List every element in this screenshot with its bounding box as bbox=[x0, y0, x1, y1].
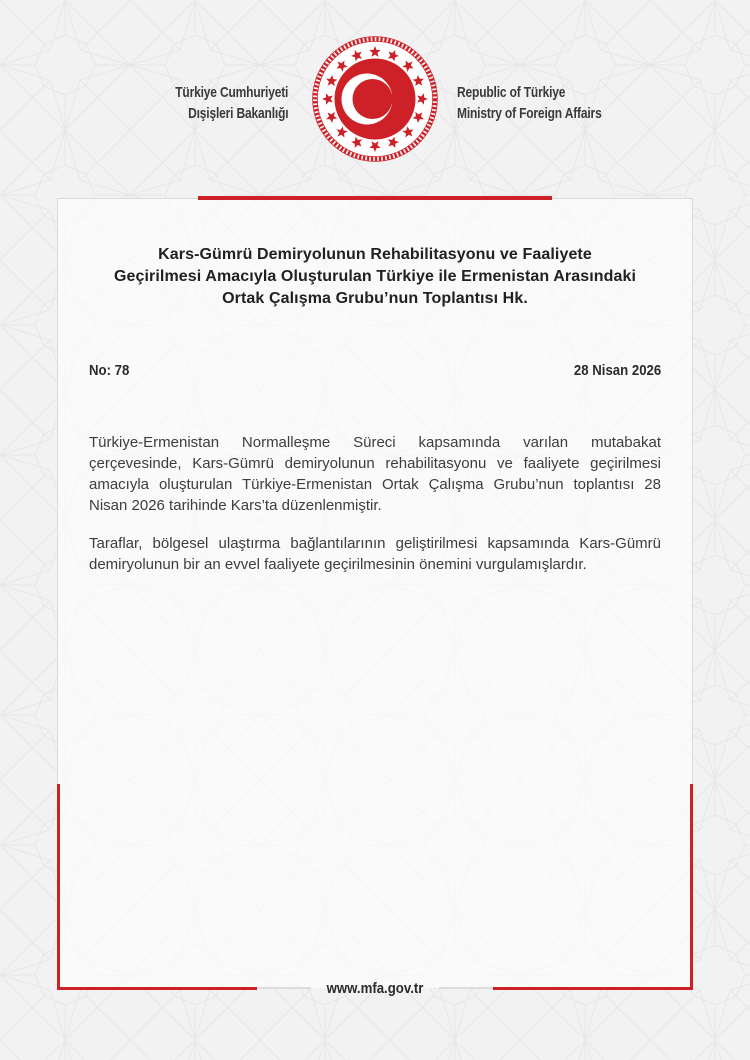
footer-red-bar-right bbox=[493, 987, 693, 990]
footer-red-bar-left bbox=[57, 987, 257, 990]
mfa-emblem-icon bbox=[311, 35, 439, 163]
card-footer bbox=[57, 977, 693, 999]
body-paragraph-1: Türkiye-Ermenistan Normalleşme Süreci kapsamında varılan mutabakat çerçevesinde, Kars-Gümrü demiryolunun rehabilitasyonu ve faaliyete geçirilmesi amacıyla oluşturulan Türkiye-Ermenistan Ortak Çalışma Grubu’nun toplantısı 28 Nisan 2026 tarihinde Kars’ta düzenlenmiştir. bbox=[89, 434, 661, 514]
letterhead bbox=[0, 0, 750, 185]
top-red-accent-bar bbox=[198, 196, 552, 200]
ministry-name-turkish bbox=[147, 82, 288, 124]
ministry-name-tr-line1: Türkiye Cumhuriyeti bbox=[175, 84, 288, 101]
website-text: www.mfa.gov.tr bbox=[326, 979, 424, 997]
title-line-1: Kars-Gümrü Demiryolunun Rehabilitasyonu ve Faaliyete bbox=[158, 246, 592, 263]
card-border-left bbox=[57, 199, 58, 784]
body-paragraph-2: Taraflar, bölgesel ulaştırma bağlantılarının geliştirilmesi kapsamında Kars-Gümrü demiryolunun bir an evvel faaliyete geçirilmesinin önemini vurgulamışlardır. bbox=[89, 535, 661, 573]
card-border-right-red bbox=[690, 784, 693, 989]
press-release-card bbox=[57, 198, 693, 997]
title-line-3: Ortak Çalışma Grubu’nun Toplantısı Hk. bbox=[222, 290, 528, 307]
card-border-right bbox=[692, 199, 693, 784]
website-label bbox=[311, 980, 439, 997]
release-date: 28 Nisan 2026 bbox=[573, 362, 661, 379]
ministry-name-en-line2: Ministry of Foreign Affairs bbox=[457, 105, 602, 122]
document-title bbox=[93, 244, 657, 310]
card-border-left-red bbox=[57, 784, 60, 989]
footer-gray-line-left bbox=[257, 987, 311, 989]
ministry-name-tr-line2: Dışişleri Bakanlığı bbox=[187, 105, 288, 122]
ministry-name-en-line1: Republic of Türkiye bbox=[457, 84, 566, 101]
release-number: No: 78 bbox=[89, 362, 130, 379]
title-line-2: Geçirilmesi Amacıyla Oluşturulan Türkiye ile Ermenistan Arasındaki bbox=[113, 268, 637, 285]
ministry-name-english bbox=[457, 82, 638, 124]
footer-gray-line-right bbox=[439, 987, 493, 989]
document-meta-row bbox=[89, 362, 661, 380]
